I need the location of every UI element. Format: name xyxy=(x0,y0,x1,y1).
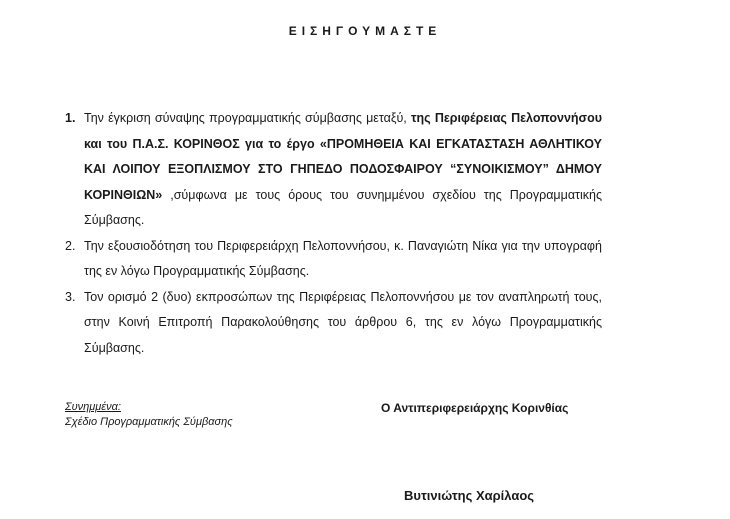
attachment-item: Σχέδιο Προγραμματικής Σύμβασης xyxy=(65,416,233,428)
item-number: 3. xyxy=(65,289,76,304)
attachments-block xyxy=(65,400,233,430)
item-text: Την εξουσιοδότηση του Περιφερειάρχη Πελοποννήσου, κ. Παναγιώτη Νίκα για την υπογραφή της εν λόγω Προγραμματικής Σύμβασης. xyxy=(84,238,602,278)
item-text: ,σύμφωνα με τους όρους του συνημμένου σχεδίου της Προγραμματικής Σύμβασης. xyxy=(84,187,602,227)
document-heading: ΕΙΣΗΓΟΥΜΑΣΤΕ xyxy=(288,24,442,38)
list-item xyxy=(62,285,602,362)
item-number: 1. xyxy=(65,111,76,125)
signer-role: Ο Αντιπεριφερειάρχης Κορινθίας xyxy=(381,401,569,415)
list-item xyxy=(62,234,602,285)
decision-list xyxy=(62,106,602,361)
item-text: Την έγκριση σύναψης προγραμματικής σύμβασης μεταξύ, xyxy=(84,111,411,125)
signer-name: Βυτινιώτης Χαρίλαος xyxy=(404,488,535,503)
item-text-bold: της Περιφέρειας Πελοποννήσου και του Π.Α.Σ. ΚΟΡΙΝΘΟΣ για το έργο «ΠΡΟΜΗΘΕΙΑ ΚΑΙ ΕΓΚΑΤΑΣΤΑΣΗ ΑΘΛΗΤΙΚΟΥ ΚΑΙ ΛΟΙΠΟΥ ΕΞΟΠΛΙΣΜΟΥ ΣΤΟ ΓΗΠΕΔΟ ΠΟΔΟΣΦΑΙΡΟΥ “ΣΥΝΟΙΚΙΣΜΟΥ” ΔΗΜΟΥ ΚΟΡΙΝΘΙΩΝ» xyxy=(84,111,602,202)
item-number: 2. xyxy=(65,238,76,253)
item-text: Τον ορισμό 2 (δυο) εκπροσώπων της Περιφέρειας Πελοποννήσου με τον αναπληρωτή τους, στην Κοινή Επιτροπή Παρακολούθησης του άρθρου 6, της εν λόγω Προγραμματικής Σύμβασης. xyxy=(84,289,602,355)
attachments-title: Συνημμένα: xyxy=(65,401,121,413)
list-item xyxy=(62,106,602,234)
